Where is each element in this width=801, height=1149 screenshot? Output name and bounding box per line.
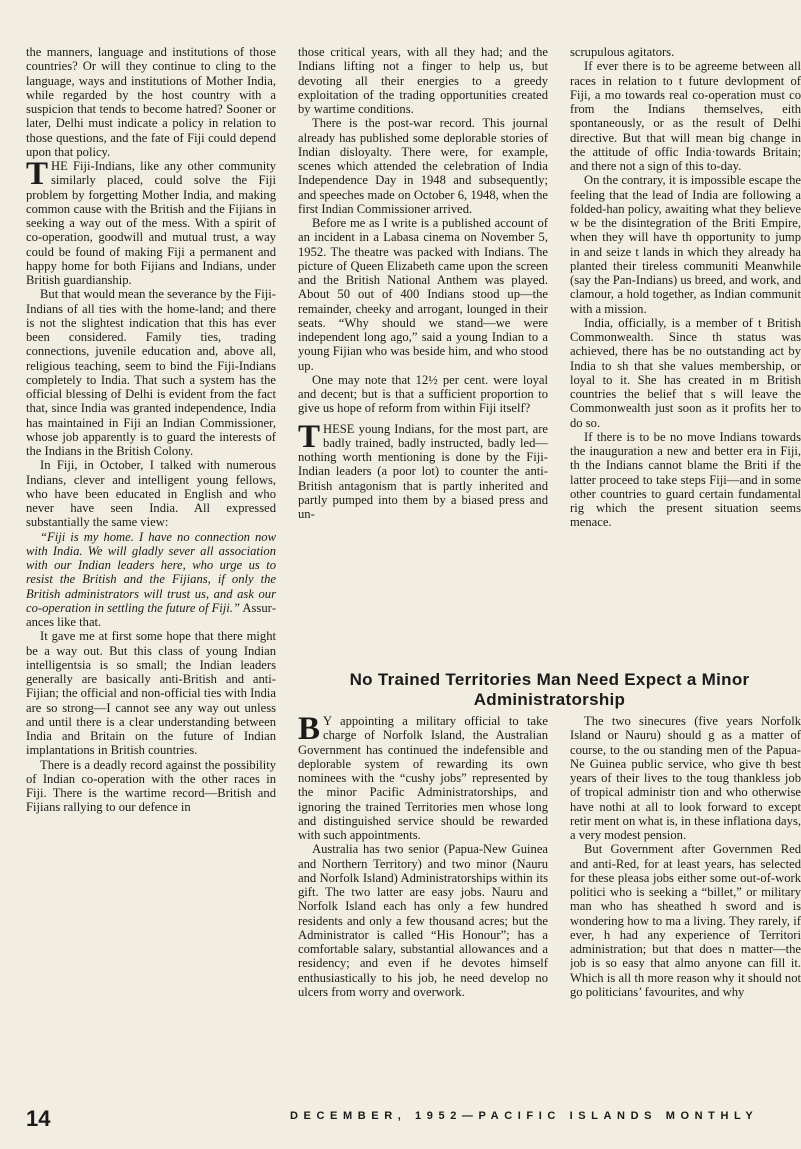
paragraph: Australia has two senior (Papua-New Guinea and Northern Territory) and two minor (Nauru and Norfolk Island) Administratorships within its gift. The two latter are easy jobs. Nauru and Norfolk Island each has only a few hundred residents and only a few thousand acres; but the Administrator is called “His Honour”; has a comfortable salary, substantial allowances and a residency; and even if he devotes himself enthusiastically to his job, he need develop no ulcers from worry and overwork. [298,842,548,999]
paragraph: scrupulous agitators. [570,45,675,59]
paragraph-text: HESE young Indians, for the most part, are badly trained, badly instructed, badly led—nothing worth mentioning is done by the Fiji-Indian leaders (a poor lot) to counter the anti-British antagonism that is partly inherited and partly pumped into them by a biased press and un- [298,421,548,521]
quote-paragraph [26,530,276,630]
paragraph: But Government after Governmen Red and anti-Red, for at least years, has selected for these pleasa jobs either some out-of-work politici who is seeking a “billet,” or military man who has sheathed h sword and is wondering how to ma a living. They rarely, if ever, h had any experience of Territori administration; but that does n matter—the job is so easy that almo anyone can fill it. Which is all th more reason why it should not go politicians’ favourites, and why [570,842,801,999]
paragraph: There is the post-war record. This journal already has published some deplorable stories of Indian disloyalty. There were, for example, scenes which attended the celebration of India Independence Day in 1948 and subsequently; and speeches made on October 6, 1948, when the first Indian Commissioner arrived. [298,116,548,216]
paragraph-with-drop-cap [26,156,276,287]
article2-column-1 [298,711,548,999]
article2-column-2 [570,714,801,1044]
quote-tail: Assurances like that. [26,600,277,629]
paragraph: One may note that 12½ per cent. were loyal and decent; but is that a sufficient proportion to give us hope of reform from within Fiji itself? [298,372,548,416]
paragraph-text: HE Fiji-Indians, like any other community similarly placed, could solve the Fiji problem by forgetting Mother India, and making common cause with the British and the Fijians in seeking a way out of the mess. With a spirit of co-operation, goodwill and mutual trust, a way could be found of making Fiji a permanent and happy home for both Fijians and Indians, under British guardianship. [26,159,276,287]
quote-text: “Fiji is my home. I have no connection now with India. We will gladly sever all association with our Indian leaders here, who urge us to resist the British and the Fijians, if only the British administrators will trust us, and ask our co-operation in settling the future of Fiji.” [26,529,276,615]
paragraph: It gave me at first some hope that there might be a way out. But this class of young Indian intelligentsia is so small; the Indian leaders generally are basically anti-British and anti-Fijian; the official and non-official ties with India are so strong—I cannot see any way out unless and until there is a clear understanding between India and Britain on the future of Indian implantations in British countries. [26,629,276,758]
paragraph-with-drop-cap [298,711,548,842]
paragraph: There is a deadly record against the possibility of Indian co-operation with the other races in Fiji. There is the wartime record—British and Fijians rallying to our defence in [26,757,276,815]
drop-cap: T [26,156,49,192]
drop-cap: B [298,711,321,747]
paragraph: India, officially, is a member of t British Commonwealth. Since th status was achieved, there has be no outstanding act by India to sh that she values membership, or loyal to it. She has created in m British countries the belief that s will leave the Commonwealth just soon as it profits her to do so. [570,315,801,430]
paragraph: the manners, language and institutions of those countries? Or will they continue to cling to the language, ways and institutions of Mother India, while regarded by the host country with a suspicion that tends to become hatred? Sooner or later, Delhi must indicate a policy in relation to those questions, and the fate of Fiji could depend upon that policy. [26,45,276,159]
paragraph-with-drop-cap [298,418,548,522]
paragraph: If there is to be no move Indians towards the inauguration a new and better era in Fiji, th the Indians cannot blame the Briti if the latter proceed to take steps Fiji—and in some other countries to guard certain fundamental rig which the present situation seems menace. [570,429,801,530]
article1-column-3 [570,45,801,680]
paragraph: Before me as I write is a published account of an incident in a Labasa cinema on November 5, 1952. The theatre was packed with Indians. The picture of Queen Elizabeth came upon the screen and the British National Anthem was played. About 50 out of 400 Indians stood up—the remainder, cheeky and arrogant, lounged in their seats. “Why should we stand—we were independent long ago,” said a young Indian to a young Fijian who was beside him, and who stood up. [298,216,548,373]
drop-cap: T [298,418,321,455]
page-number: 14 [26,1106,51,1131]
paragraph: But that would mean the severance by the Fiji-Indians of all ties with the home-land; and there is not the slightest indication that this has ever been considered. Family ties, trading connections, juvenile education and, above all, religious teaching, seem to bind the Fiji-Indians completely to India. That such a system has the official blessing of Delhi is evident from the fact that, since India was granted independence, India has maintained in Fiji an Indian Commissioner, whose job apparently is to guard the interests of the Indians in the British Colony. [26,287,276,458]
article1-column-1 [26,45,276,815]
paragraph: those critical years, with all they had; and the Indians lifting not a finger to help us, but devoting all their energies to a greedy exploitation of the trading opportunities created by wartime conditions. [298,45,548,116]
article2-headline: No Trained Territories Man Need Expect a Minor Administratorship [349,670,750,709]
paragraph-text: Y appointing a military official to take charge of Norfolk Island, the Australian Government has continued the indefensible and deplorable system of rewarding its own nominees with the “cushy jobs” represented by the minor Pacific Administratorships, and ignoring the trained Territories men whose long and distinguished service should be rewarded with such appointments. [298,714,548,842]
paragraph: The two sinecures (five years Norfolk Island or Nauru) should g as a matter of course, to the ou standing men of the Papua-Ne Guinea public service, who give th best years of their lives to the toug thankless job of tropical administr tion and who otherwise have nothi at all to look forward to except retir ment on what is, in these inflationa days, a very modest pension. [570,714,801,842]
article1-column-2 [298,45,548,521]
page-footer [26,1106,801,1146]
paragraph: On the contrary, it is impossible escape the feeling that the lead of India are following a folded-han policy, awaiting what they believe w be the disintegration of the Briti Empire, when they will have th opportunity to jump in and seize t lands in which they already ha planted their tireless communiti Meanwhile (say the Pan-Indians) us breed, and work, and clamour, a hold together, as Indian communit with a mission. [570,173,801,316]
paragraph: In Fiji, in October, I talked with numerous Indians, clever and intelligent young fellows, who have been educated in English and who never have seen India. All expressed substantially the same view: [26,458,276,530]
running-footer-title: DECEMBER, 1952—PACIFIC ISLANDS MONTHLY [290,1110,759,1122]
paragraph: If ever there is to be agreeme between all races in relation to t future devlopment of Fiji, a mo towards real co-operation must co from the Indians themselves, eith spontaneously, or as the result of Delhi directive. But that will mean big change in the attitude of offic India·towards Britain; and there not a sign of this to-day. [570,59,801,173]
